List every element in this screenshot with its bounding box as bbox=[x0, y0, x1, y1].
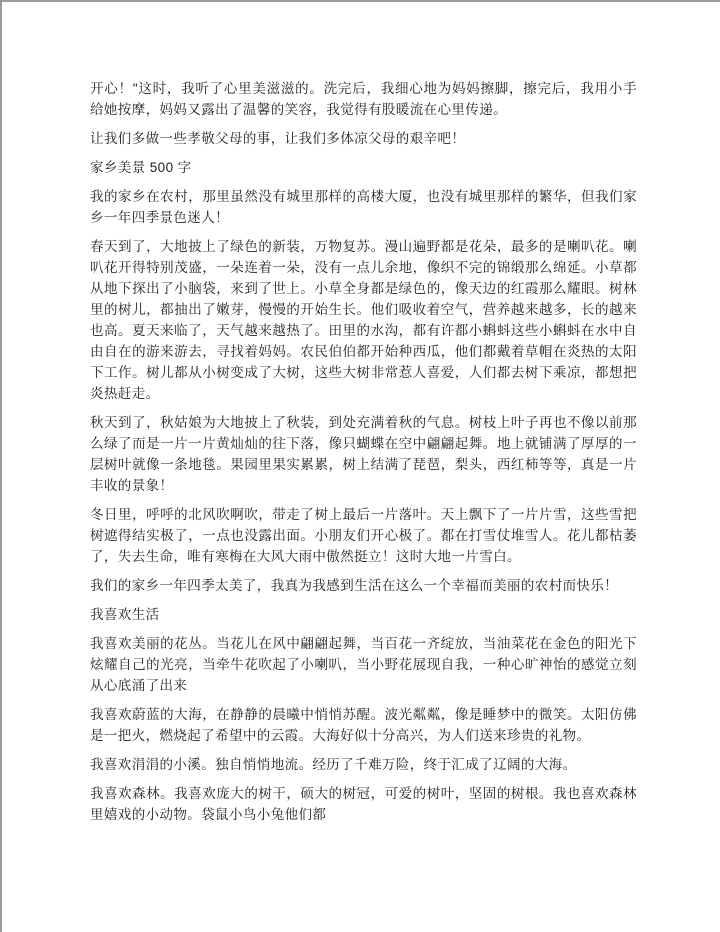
paragraph-spring-summer: 春天到了，大地披上了绿色的新装，万物复苏。漫山遍野都是花朵，最多的是喇叭花。喇叭花开得特别茂盛，一朵连着一朵，没有一点儿余地，像织不完的锦缎那么绵延。小草都从地下探出了小脑袋，来到了世上。小草全身都是绿色的，像天边的红霞那么耀眼。树林里的树儿，都抽出了嫩芽，慢慢的开始生长。他们吸收着空气，营养越来越多，长的越来也高。夏天来临了，天气越来越热了。田里的水沟，都有许都小蝌蚪这些小蝌蚪在水中自由自在的游来游去，寻找着妈妈。农民伯伯都开始种西瓜，他们都戴着草帽在炎热的太阳下工作。树儿都从小树变成了大树，这些大树非常惹人喜爱，人们都去树下乘凉，都想把炎热赶走。 bbox=[90, 239, 637, 401]
heading-i-love-life: 我喜欢生活 bbox=[90, 607, 160, 622]
paragraph-sea: 我喜欢蔚蓝的大海，在静静的晨曦中悄悄苏醒。波光粼粼，像是睡梦中的微笑。太阳仿佛是一把火，燃烧起了希望中的云霞。大海好似十分高兴，为人们送来珍贵的礼物。 bbox=[90, 707, 637, 743]
document-text-block bbox=[90, 78, 637, 833]
paragraph-forest: 我喜欢森林。我喜欢庞大的树干，硕大的树冠，可爱的树叶，坚固的树根。我也喜欢森林里嬉戏的小动物。袋鼠小鸟小兔他们都 bbox=[90, 786, 637, 822]
paragraph-caring-feet: 开心！"这时，我听了心里美滋滋的。洗完后，我细心地为妈妈擦脚，擦完后，我用小手给她按摩，妈妈又露出了温馨的笑容，我觉得有股暖流在心里传递。 bbox=[90, 81, 637, 117]
paragraph-stream: 我喜欢涓涓的小溪。独自悄悄地流。经历了千难万险，终于汇成了辽阔的大海。 bbox=[90, 757, 577, 772]
paragraph-hometown-conclusion: 我们的家乡一年四季太美了，我真为我感到生活在这么一个幸福而美丽的农村而快乐！ bbox=[90, 578, 619, 593]
paragraph-winter: 冬日里，呼呼的北风吹啊吹，带走了树上最后一片落叶。天上飘下了一片片雪，这些雪把树遮得结实极了，一点也没露出面。小朋友们开心极了。都在打雪仗堆雪人。花儿都枯萎了，失去生命，唯有寒梅在大风大雨中傲然挺立！这时大地一片雪白。 bbox=[90, 507, 637, 564]
paragraph-flowers: 我喜欢美丽的花丛。当花儿在风中翩翩起舞，当百花一齐绽放，当油菜花在金色的阳光下炫耀自己的光亮，当牵牛花吹起了小喇叭，当小野花展现自我，一种心旷神怡的感觉立刻从心底涌了出来 bbox=[90, 636, 637, 693]
paragraph-filial-appeal: 让我们多做一些孝敬父母的事，让我们多体凉父母的艰辛吧！ bbox=[90, 131, 466, 146]
paragraph-autumn: 秋天到了，秋姑娘为大地披上了秋装，到处充满着秋的气息。树枝上叶子再也不像以前那么绿了而是一片一片黄灿灿的往下落，像只蝴蝶在空中翩翩起舞。地上就铺满了厚厚的一层树叶就像一条地毯。果园里果实累累，树上结满了琵琶，梨头，西红柿等等，真是一片丰收的景象！ bbox=[90, 415, 637, 493]
paragraph-hometown-intro: 我的家乡在农村，那里虽然没有城里那样的高楼大厦，也没有城里那样的繁华，但我们家乡一年四季景色迷人！ bbox=[90, 189, 637, 225]
heading-hometown-500: 家乡美景 500 字 bbox=[90, 160, 192, 175]
